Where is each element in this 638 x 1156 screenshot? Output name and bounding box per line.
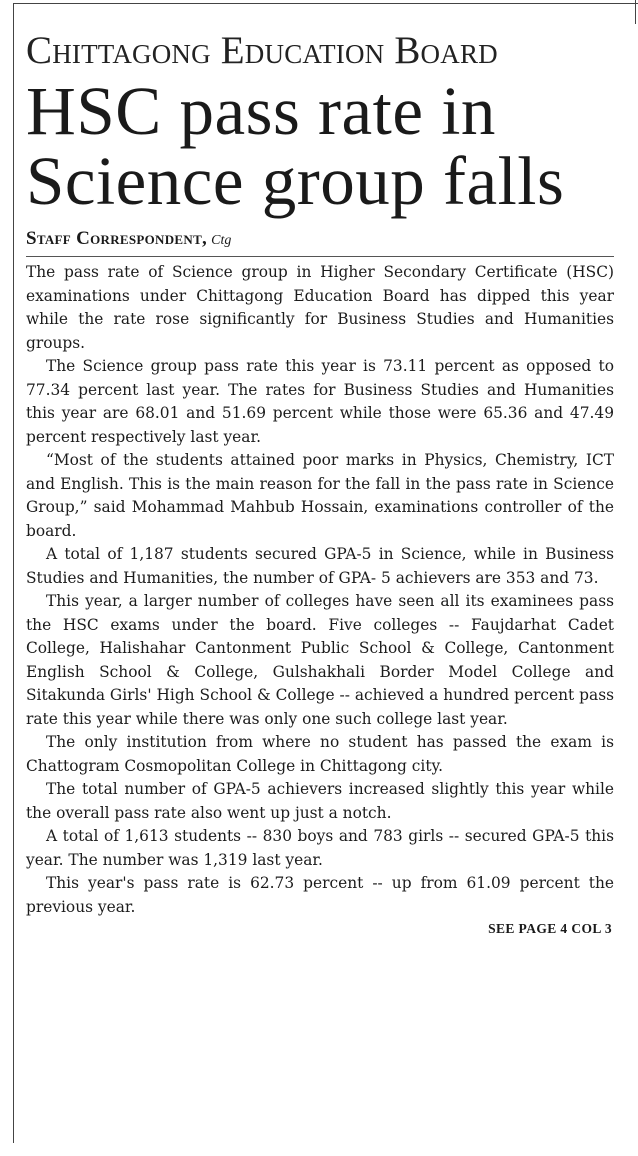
- top-border-rule: [13, 3, 638, 4]
- paragraph: A total of 1,613 students -- 830 boys and 783 girls -- secured GPA-5 this year. The number was 1,319 last year.: [26, 827, 614, 869]
- paragraph: The only institution from where no student has passed the exam is Chattogram Cosmopolitan College in Chittagong city.: [26, 733, 614, 775]
- continuation-note: SEE PAGE 4 COL 3: [488, 921, 612, 936]
- paragraph: This year, a larger number of colleges have seen all its examinees pass the HSC exams under the board. Five colleges -- Faujdarhat Cadet College, Halishahar Cantonment Public School & College, Cantonment English School & College, Gulshakhali Border Model College and Sitakunda Girls' High School & College -- achieved a hundred percent pass rate this year while there was only one such college last year.: [26, 592, 614, 728]
- byline-divider: [26, 256, 614, 257]
- paragraph: The total number of GPA-5 achievers increased slightly this year while the overall pass rate also went up just a notch.: [26, 780, 614, 822]
- paragraph: The pass rate of Science group in Higher Secondary Certificate (HSC) examinations under Chittagong Education Board has dipped this year while the rate rose significantly for Business Studies and Humanities groups.: [26, 263, 614, 352]
- byline-author: Staff Correspondent,: [26, 228, 208, 249]
- article-byline: [26, 230, 616, 250]
- paragraph: The Science group pass rate this year is 73.11 percent as opposed to 77.34 percent last year. The rates for Business Studies and Humanities this year are 68.01 and 51.69 percent while those were 65.36 and 47.49 percent respectively last year.: [26, 357, 614, 446]
- news-article: [26, 30, 616, 937]
- article-body: [26, 261, 614, 919]
- article-kicker: Chittagong Education Board: [26, 29, 498, 72]
- byline-location: Ctg: [211, 233, 232, 248]
- article-headline: HSC pass rate in Science group falls: [26, 73, 565, 219]
- paragraph: This year's pass rate is 62.73 percent -- up from 61.09 percent the previous year.: [26, 874, 614, 916]
- left-column-rule: [13, 3, 14, 1143]
- right-column-rule: [635, 0, 636, 24]
- paragraph: “Most of the students attained poor marks in Physics, Chemistry, ICT and English. This is the main reason for the fall in the pass rate in Science Group,” said Mohammad Mahbub Hossain, examinations controller of the board.: [26, 451, 614, 540]
- paragraph: A total of 1,187 students secured GPA-5 in Science, while in Business Studies and Humanities, the number of GPA- 5 achievers are 353 and 73.: [26, 545, 614, 587]
